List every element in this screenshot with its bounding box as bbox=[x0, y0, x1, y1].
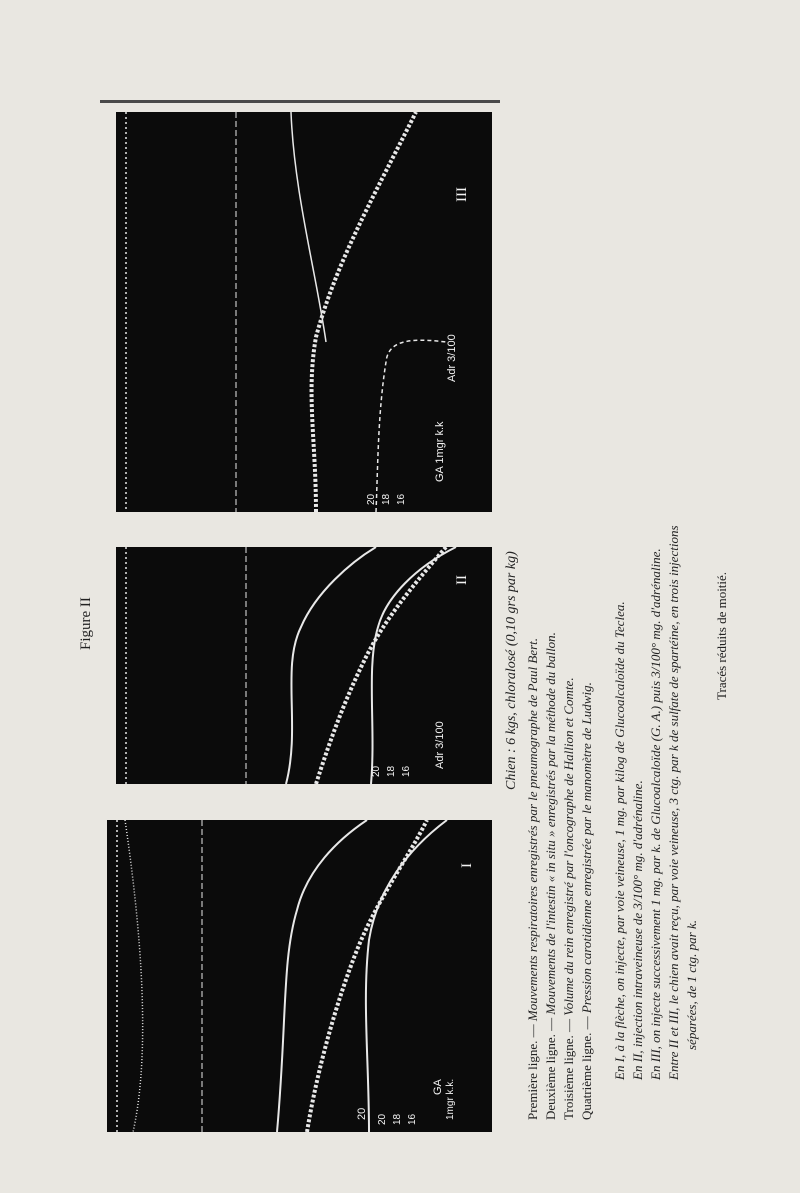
legend-line-4 bbox=[579, 682, 595, 1120]
injection-label-adr: Adr 3/100 bbox=[446, 334, 458, 382]
legend-label: Quatrième ligne. — bbox=[579, 1016, 594, 1120]
figure-title: Figure II bbox=[78, 597, 94, 650]
legend-text: Mouvements respiratoires enregistrés par le pneumographe de Paul Bert. bbox=[525, 638, 540, 1022]
scale-label-20: 20 bbox=[377, 1113, 388, 1125]
legend-line-3 bbox=[561, 677, 577, 1120]
panel-numeral: III bbox=[454, 187, 470, 202]
legend-label: Deuxième ligne. — bbox=[543, 1017, 558, 1120]
paragraph-4: Entre II et III, le chien avait reçu, par voie veineuse, 3 ctg. par k de sulfate de spartéine, en trois injections bbox=[666, 525, 681, 1080]
scale-label-18: 18 bbox=[381, 493, 392, 505]
injection-label-adr: Adr 3/100 bbox=[434, 721, 446, 769]
legend-text: Volume du rein enregistré par l'oncographe de Hallion et Comte. bbox=[561, 677, 576, 1016]
panel-numeral: I bbox=[459, 863, 475, 868]
legend-label: Première ligne. — bbox=[525, 1024, 540, 1120]
trace-label: 20 bbox=[356, 1107, 368, 1120]
scale-label-18: 18 bbox=[386, 765, 397, 777]
legend-line-1 bbox=[525, 638, 541, 1120]
injection-dose: 1mgr k.k. bbox=[445, 1078, 456, 1120]
paragraph-3: En III, on injecte successivement 1 mg. par k. de Glucoalcaloïde (G. A.) puis 3/100° mg. d'adrénaline. bbox=[648, 548, 663, 1080]
scale-label-16: 16 bbox=[407, 1113, 418, 1125]
legend-text: Mouvements de l'intestin « in situ » enregistrés par la méthode du ballon. bbox=[543, 632, 558, 1015]
scale-label-20: 20 bbox=[366, 493, 377, 505]
subject-caption: Chien : 6 kgs, chloralosé (0,10 grs par kg) bbox=[504, 551, 519, 790]
legend-text: Pression carotidienne enregistrée par le manomètre de Ludwig. bbox=[579, 682, 594, 1014]
injection-label-ga: GA bbox=[432, 1079, 444, 1095]
legend-label: Troisième ligne. — bbox=[561, 1019, 576, 1120]
scale-label-18: 18 bbox=[392, 1113, 403, 1125]
paragraph-5: séparées, de 1 ctg. par k. bbox=[684, 920, 699, 1050]
legend-line-2 bbox=[543, 632, 559, 1120]
scale-label-16: 16 bbox=[401, 765, 412, 777]
scale-label-16: 16 bbox=[396, 493, 407, 505]
trace-panel-ii bbox=[116, 547, 492, 784]
footer-note: Tracés réduits de moitié. bbox=[714, 571, 729, 700]
scale-label-20: 20 bbox=[371, 765, 382, 777]
paragraph-2: En II, injection intraveineuse de 3/100° mg. d'adrénaline. bbox=[630, 780, 645, 1080]
injection-label-ga: GA 1mgr k.k bbox=[434, 421, 446, 482]
paragraph-1: En I, à la flèche, on injecte, par voie veineuse, 1 mg. par kilog de Glucoalcaloïde du Teclea. bbox=[612, 601, 627, 1080]
top-rule bbox=[100, 100, 500, 103]
trace-panel-i bbox=[107, 820, 492, 1132]
panel-numeral: II bbox=[454, 575, 470, 585]
trace-panel-iii bbox=[116, 112, 492, 512]
